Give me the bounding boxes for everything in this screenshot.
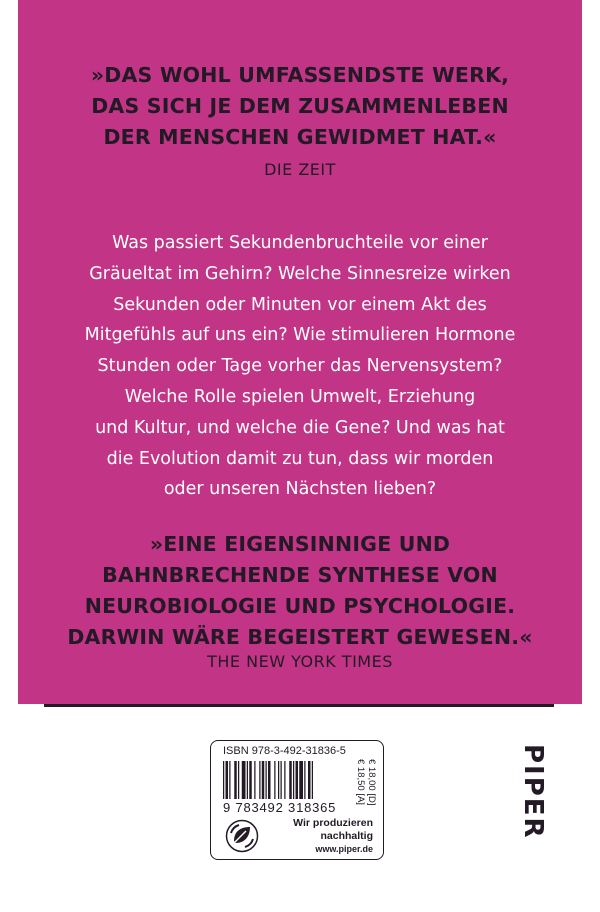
barcode-bar <box>242 761 246 799</box>
barcode-digits: 9 783492 318365 <box>223 800 337 815</box>
quote-bottom <box>18 529 582 653</box>
publisher-logo: PIPER <box>518 744 548 840</box>
barcode-bar <box>268 761 271 799</box>
barcode-bar <box>293 761 294 799</box>
barcode-bar <box>312 761 313 799</box>
publisher-url: www.piper.de <box>315 844 373 854</box>
barcode-bar <box>234 761 237 799</box>
blurb-line: die Evolution damit zu tun, dass wir morden <box>106 448 494 469</box>
blurb-line: und Kultur, und welche die Gene? Und was hat <box>95 417 505 438</box>
barcode-bar <box>304 761 305 799</box>
barcode-bar <box>254 761 255 799</box>
eco-line-1: Wir produzieren <box>293 817 373 829</box>
cover-panel <box>18 0 582 704</box>
blurb-line: Was passiert Sekundenbruchteile vor einer <box>112 233 488 253</box>
price-at: € 18,50 [A] <box>355 759 366 805</box>
barcode-bar <box>262 761 265 799</box>
barcode-bar <box>274 761 275 799</box>
quote-top-line: »DAS WOHL UMFASSENDSTE WERK, <box>90 63 510 87</box>
blurb-line: Sekunden oder Minuten vor einem Akt des <box>113 294 487 315</box>
barcode-bar <box>299 761 303 799</box>
eco-text <box>269 817 373 856</box>
barcode-bar <box>226 761 229 799</box>
barcode-bar <box>266 761 267 799</box>
barcode-bar <box>308 761 311 799</box>
quote-top-line: DAS SICH JE DEM ZUSAMMENLEBEN <box>91 94 509 118</box>
blurb-line: Welche Rolle spielen Umwelt, Erziehung <box>124 386 476 407</box>
quote-bottom-line: NEUROBIOLOGIE UND PSYCHOLOGIE. <box>84 594 516 618</box>
price-de: € 18,00 [D] <box>366 759 377 806</box>
barcode-bar <box>296 761 299 799</box>
barcode-bar <box>238 761 239 799</box>
quote-top <box>18 60 582 153</box>
price-block <box>357 759 379 815</box>
quote-top-source: DIE ZEIT <box>264 160 336 179</box>
barcode-bar <box>229 761 230 799</box>
blurb <box>18 228 582 505</box>
barcode-label <box>210 740 384 860</box>
eco-leaf-icon <box>225 819 259 853</box>
barcode-bar <box>281 761 282 799</box>
isbn-text: ISBN 978-3-492-31836-5 <box>223 745 346 757</box>
barcode-bar <box>278 761 279 799</box>
blurb-line: Gräueltat im Gehirn? Welche Sinnesreize wirken <box>89 263 511 284</box>
quote-bottom-line: BAHNBRECHENDE SYNTHESE VON <box>102 563 498 587</box>
barcode-bars <box>223 761 351 799</box>
blurb-line: oder unseren Nächsten lieben? <box>163 479 437 500</box>
barcode-bar <box>249 761 252 799</box>
blurb-line: Stunden oder Tage vorher das Nervensystem? <box>97 356 503 377</box>
barcode-bar <box>223 761 224 799</box>
quote-top-line: DER MENSCHEN GEWIDMET HAT.« <box>103 125 497 149</box>
barcode-bar <box>259 761 260 799</box>
quote-bottom-line: »EINE EIGENSINNIGE UND <box>149 532 451 556</box>
divider-rule <box>44 704 554 707</box>
blurb-line: Mitgefühls auf uns ein? Wie stimulieren Hormone <box>84 325 516 346</box>
barcode-bar <box>284 761 285 799</box>
quote-bottom-source: THE NEW YORK TIMES <box>207 652 393 671</box>
barcode-bar <box>289 761 292 799</box>
barcode-bar <box>247 761 248 799</box>
quote-bottom-line: DARWIN WÄRE BEGEISTERT GEWESEN.« <box>67 625 533 649</box>
eco-line-2: nachhaltig <box>320 830 373 842</box>
